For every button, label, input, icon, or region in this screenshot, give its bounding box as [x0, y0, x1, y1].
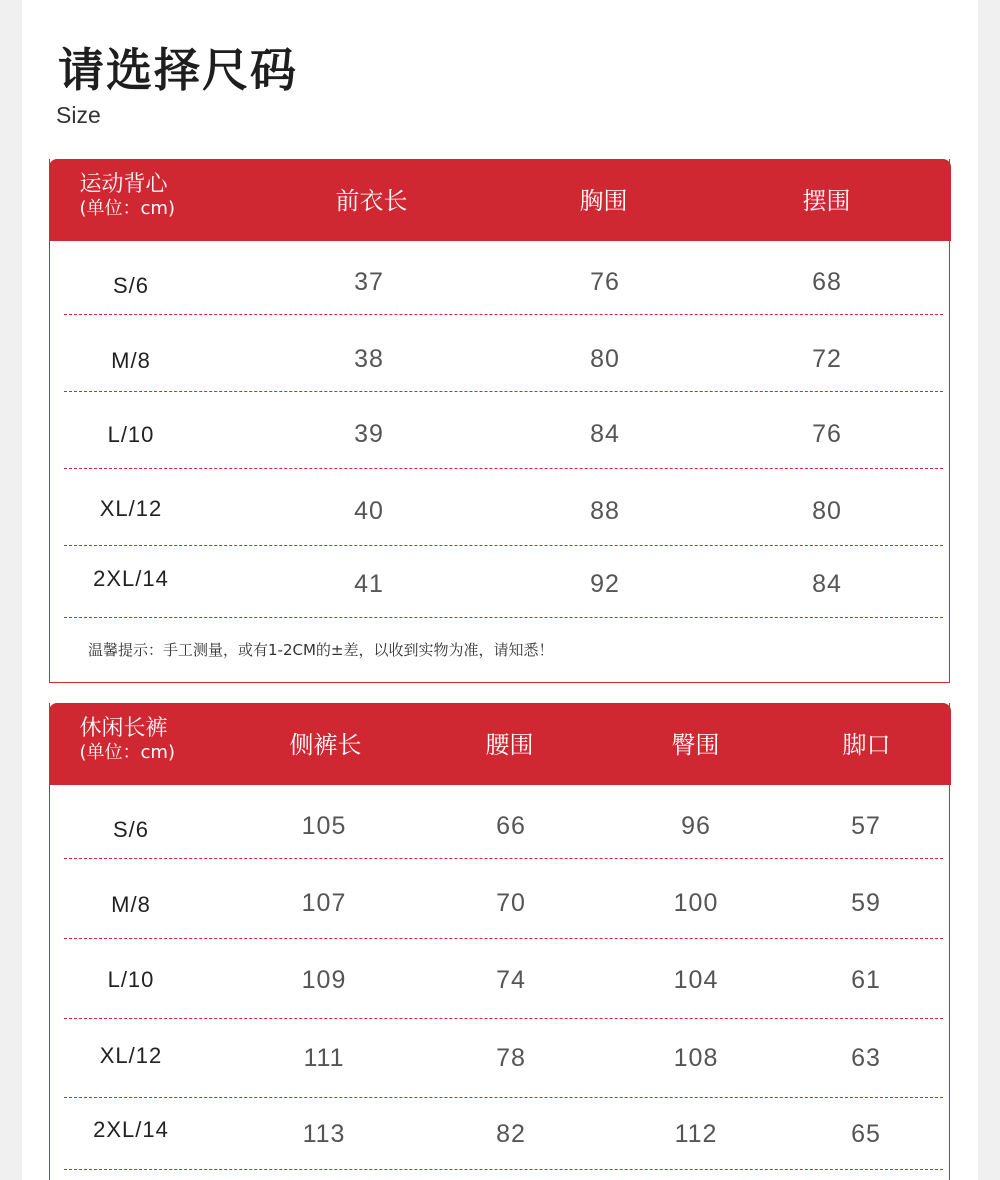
size-label: 2XL/14 [93, 566, 169, 591]
table-cell: 66 [496, 812, 526, 840]
table-cell: 59 [851, 889, 881, 917]
column-header: 脚口 [842, 731, 891, 759]
table-cell: 80 [590, 345, 620, 373]
size-guide-page [22, 0, 978, 1180]
column-header: 胸围 [579, 187, 628, 215]
page-subtitle: Size [56, 102, 101, 128]
table-cell: 80 [812, 497, 842, 525]
unit-label: (单位：cm) [79, 742, 175, 764]
product-name: 休闲长裤 [79, 716, 168, 741]
column-header: 侧裤长 [289, 731, 362, 759]
table-cell: 113 [302, 1120, 346, 1148]
table-cell: 82 [496, 1120, 526, 1148]
table-row [50, 392, 949, 469]
table-row [50, 859, 949, 939]
size-label: L/10 [107, 422, 155, 447]
table-row [50, 469, 949, 546]
table-cell: 78 [496, 1044, 526, 1072]
table-cell: 100 [673, 889, 719, 917]
table-row [50, 785, 949, 859]
table-cell: 74 [496, 966, 526, 994]
size-label: M/8 [111, 892, 151, 917]
pants-size-table [49, 703, 950, 1180]
table-row [50, 1098, 949, 1170]
size-label: L/10 [107, 967, 155, 992]
table-cell: 96 [681, 812, 711, 840]
table-cell: 40 [354, 497, 384, 525]
table-cell: 41 [354, 570, 384, 598]
table-cell: 88 [590, 497, 620, 525]
table-cell: 108 [673, 1044, 719, 1072]
table-header [49, 703, 951, 785]
table-cell: 61 [851, 966, 881, 994]
vest-size-table [49, 159, 950, 683]
column-header: 前衣长 [335, 187, 408, 215]
table-cell: 72 [812, 345, 842, 373]
table-cell: 76 [812, 420, 842, 448]
table-cell: 104 [673, 966, 719, 994]
table-cell: 84 [812, 570, 842, 598]
measurement-note: 温馨提示：手工测量，或有1-2CM的±差，以收到实物为准，请知悉！ [88, 641, 554, 659]
table-label [80, 172, 175, 220]
unit-label: (单位：cm) [79, 198, 175, 220]
table-cell: 112 [674, 1120, 718, 1148]
table-row [50, 241, 949, 315]
table-cell: 92 [590, 570, 620, 598]
table-cell: 68 [812, 268, 842, 296]
table-cell: 111 [303, 1044, 345, 1072]
size-label: S/6 [112, 817, 150, 842]
table-cell: 70 [496, 889, 526, 917]
table-cell: 84 [590, 420, 620, 448]
table-row [50, 939, 949, 1019]
column-header: 臀围 [671, 731, 720, 759]
table-cell: 37 [354, 268, 384, 296]
table-row [50, 546, 949, 618]
table-cell: 63 [851, 1044, 881, 1072]
column-header: 摆围 [802, 187, 851, 215]
size-label: XL/12 [99, 496, 163, 521]
size-label: XL/12 [99, 1043, 163, 1068]
size-label: M/8 [111, 348, 151, 373]
table-cell: 109 [301, 966, 347, 994]
table-cell: 105 [301, 812, 347, 840]
size-label: 2XL/14 [93, 1117, 169, 1142]
table-cell: 39 [354, 420, 384, 448]
table-row [50, 1019, 949, 1098]
table-cell: 107 [301, 889, 347, 917]
table-row [50, 315, 949, 392]
product-name: 运动背心 [79, 172, 168, 197]
table-cell: 38 [354, 345, 384, 373]
table-cell: 65 [851, 1120, 881, 1148]
table-cell: 76 [590, 268, 620, 296]
table-label [80, 716, 175, 764]
table-header [49, 159, 951, 241]
column-header: 腰围 [485, 731, 534, 759]
size-label: S/6 [112, 273, 150, 298]
table-cell: 57 [851, 812, 881, 840]
page-title: 请选择尺码 [58, 43, 298, 97]
